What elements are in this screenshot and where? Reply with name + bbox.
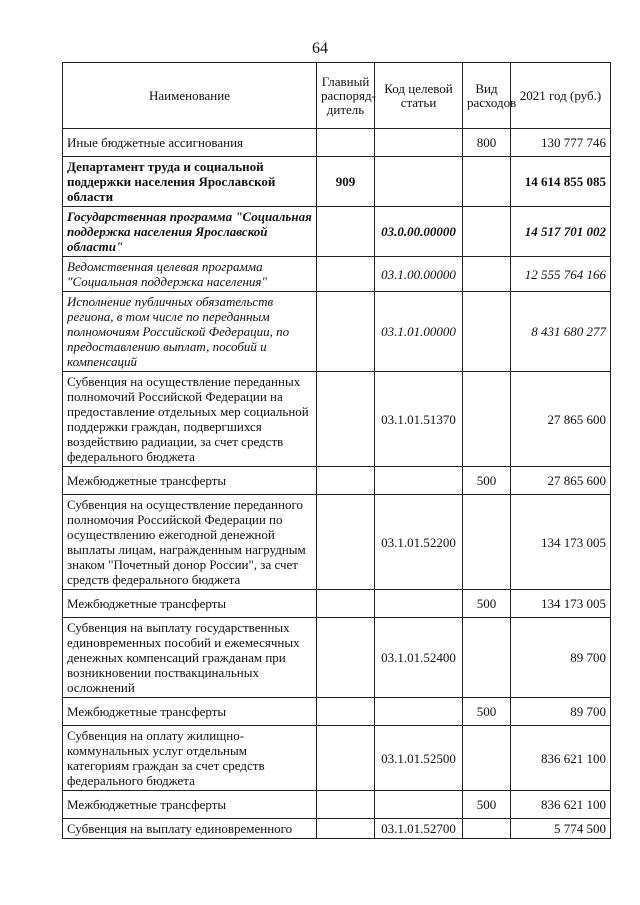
row-code: [375, 157, 463, 207]
row-code: 03.1.01.52200: [375, 495, 463, 590]
row-kind: 500: [463, 590, 511, 618]
row-code: 03.1.01.51370: [375, 372, 463, 467]
row-manager: [317, 726, 375, 791]
row-kind: 500: [463, 698, 511, 726]
row-kind: 500: [463, 467, 511, 495]
row-code: 03.0.00.00000: [375, 207, 463, 257]
row-kind: [463, 618, 511, 698]
row-amount: 134 173 005: [511, 590, 611, 618]
table-row: [63, 129, 611, 157]
row-code: 03.1.01.00000: [375, 292, 463, 372]
row-kind: [463, 372, 511, 467]
row-manager: [317, 207, 375, 257]
row-manager: [317, 467, 375, 495]
row-manager: [317, 590, 375, 618]
row-name: Департамент труда и социальной поддержки населения Ярославской области: [63, 157, 317, 207]
row-name: Исполнение публичных обязательств региона, в том числе по переданным полномочиям Российской Федерации, по предоставлению выплат, пособий и компенсаций: [63, 292, 317, 372]
row-code: 03.1.01.52700: [375, 819, 463, 839]
row-amount: 89 700: [511, 698, 611, 726]
budget-table: [62, 62, 611, 839]
row-amount: 836 621 100: [511, 726, 611, 791]
row-code: [375, 791, 463, 819]
column-header-amount: 2021 год (руб.): [511, 63, 611, 129]
row-amount: 12 555 764 166: [511, 257, 611, 292]
row-name: Субвенция на осуществление переданного полномочия Российской Федерации по осуществлению ежегодной денежной выплаты лицам, награжденным нагрудным знаком "Почетный донор России", за счет средств федерального бюджета: [63, 495, 317, 590]
row-name: Межбюджетные трансферты: [63, 590, 317, 618]
table-row: [63, 698, 611, 726]
row-name: Иные бюджетные ассигнования: [63, 129, 317, 157]
row-name: Государственная программа "Социальная поддержка населения Ярославской области": [63, 207, 317, 257]
row-name: Межбюджетные трансферты: [63, 467, 317, 495]
row-kind: 500: [463, 791, 511, 819]
row-name: Субвенция на выплату единовременного: [63, 819, 317, 839]
page-number: 64: [312, 40, 328, 57]
table-row: [63, 726, 611, 791]
table-row: [63, 257, 611, 292]
row-manager: 909: [317, 157, 375, 207]
row-code: [375, 467, 463, 495]
row-amount: 14 614 855 085: [511, 157, 611, 207]
row-name: Субвенция на оплату жилищно-коммунальных услуг отдельным категориям граждан за счет средств федерального бюджета: [63, 726, 317, 791]
table-row: [63, 819, 611, 839]
row-kind: [463, 157, 511, 207]
row-code: [375, 590, 463, 618]
table-row: [63, 618, 611, 698]
row-amount: 134 173 005: [511, 495, 611, 590]
row-manager: [317, 791, 375, 819]
row-manager: [317, 292, 375, 372]
column-header-manager: Главный распоряд-дитель: [317, 63, 375, 129]
table-row: [63, 590, 611, 618]
row-kind: [463, 495, 511, 590]
row-kind: [463, 292, 511, 372]
row-amount: 5 774 500: [511, 819, 611, 839]
row-kind: [463, 819, 511, 839]
row-code: 03.1.01.52400: [375, 618, 463, 698]
table-row: [63, 292, 611, 372]
column-header-kind: Вид расходов: [463, 63, 511, 129]
row-manager: [317, 129, 375, 157]
row-name: Субвенция на осуществление переданных полномочий Российской Федерации на предоставление отдельных мер социальной поддержки граждан, подвергшихся воздействию радиации, за счет средств федерального бюджета: [63, 372, 317, 467]
table-row: [63, 207, 611, 257]
row-manager: [317, 257, 375, 292]
table-header-row: [63, 63, 611, 129]
row-amount: 27 865 600: [511, 467, 611, 495]
row-amount: 89 700: [511, 618, 611, 698]
row-amount: 14 517 701 002: [511, 207, 611, 257]
table-row: [63, 791, 611, 819]
row-code: [375, 698, 463, 726]
row-kind: [463, 207, 511, 257]
row-manager: [317, 372, 375, 467]
row-manager: [317, 819, 375, 839]
table-row: [63, 372, 611, 467]
row-kind: [463, 726, 511, 791]
row-manager: [317, 618, 375, 698]
row-name: Межбюджетные трансферты: [63, 698, 317, 726]
table-row: [63, 467, 611, 495]
row-code: 03.1.00.00000: [375, 257, 463, 292]
row-name: Ведомственная целевая программа "Социальная поддержка населения": [63, 257, 317, 292]
row-code: [375, 129, 463, 157]
row-name: Межбюджетные трансферты: [63, 791, 317, 819]
row-amount: 8 431 680 277: [511, 292, 611, 372]
row-manager: [317, 698, 375, 726]
row-manager: [317, 495, 375, 590]
row-amount: 27 865 600: [511, 372, 611, 467]
row-code: 03.1.01.52500: [375, 726, 463, 791]
table-row: [63, 495, 611, 590]
row-kind: 800: [463, 129, 511, 157]
row-name: Субвенция на выплату государственных единовременных пособий и ежемесячных денежных компенсаций гражданам при возникновении поствакцинальных осложнений: [63, 618, 317, 698]
table-row: [63, 157, 611, 207]
row-amount: 130 777 746: [511, 129, 611, 157]
column-header-code: Код целевой статьи: [375, 63, 463, 129]
column-header-name: Наименование: [63, 63, 317, 129]
row-kind: [463, 257, 511, 292]
row-amount: 836 621 100: [511, 791, 611, 819]
